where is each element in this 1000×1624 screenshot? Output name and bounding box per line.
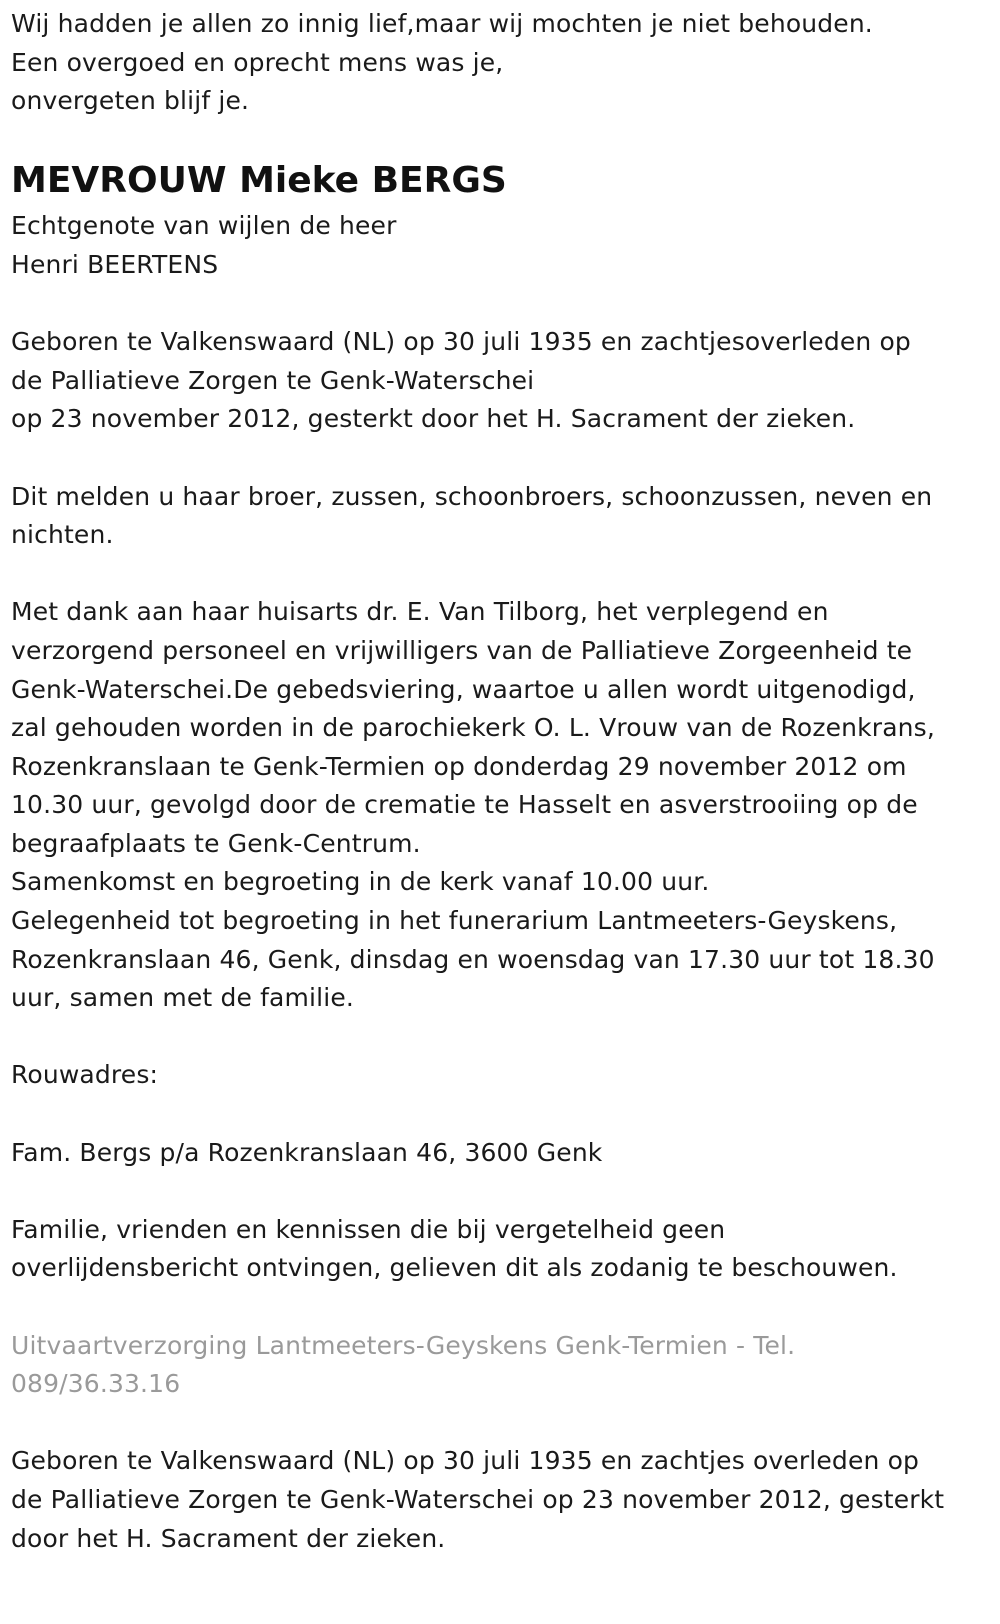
birth-death-paragraph bbox=[11, 323, 996, 439]
family-paragraph bbox=[11, 478, 996, 555]
paragraph-line: Rozenkranslaan 46, Genk, dinsdag en woensdag van 17.30 uur tot 18.30 bbox=[11, 944, 935, 974]
paragraph-line: op 23 november 2012, gesterkt door het H. Sacrament der zieken. bbox=[11, 404, 856, 434]
spacer bbox=[11, 285, 996, 324]
paragraph-line: Dit melden u haar broer, zussen, schoonbroers, schoonzussen, neven en bbox=[11, 481, 933, 511]
spacer bbox=[11, 1404, 996, 1443]
verse-line: Wij hadden je allen zo innig lief,maar wij mochten je niet behouden. bbox=[11, 9, 873, 38]
spouse-line: Henri BEERTENS bbox=[11, 249, 219, 279]
obituary-document bbox=[11, 5, 996, 1558]
paragraph-line: overlijdensbericht ontvingen, gelieven dit als zodanig te beschouwen. bbox=[11, 1253, 898, 1283]
paragraph-line: Rozenkranslaan te Genk-Termien op donderdag 29 november 2012 om bbox=[11, 751, 907, 781]
paragraph-line: Gelegenheid tot begroeting in het funerarium Lantmeeters-Geyskens, bbox=[11, 906, 898, 936]
spacer bbox=[11, 1095, 996, 1134]
paragraph-line: de Palliatieve Zorgen te Genk-Waterschei op 23 november 2012, gesterkt bbox=[11, 1484, 945, 1514]
paragraph-line: 10.30 uur, gevolgd door de crematie te Hasselt en asverstrooiing op de bbox=[11, 790, 918, 820]
spouse-info bbox=[11, 207, 996, 284]
paragraph-line: de Palliatieve Zorgen te Genk-Waterschei bbox=[11, 365, 535, 395]
spacer bbox=[11, 555, 996, 594]
verse-line: onvergeten blijf je. bbox=[11, 86, 250, 116]
paragraph-line: begraafplaats te Genk-Centrum. bbox=[11, 828, 421, 858]
spacer bbox=[11, 1018, 996, 1057]
paragraph-line: uur, samen met de familie. bbox=[11, 983, 354, 1013]
mourning-address: Fam. Bergs p/a Rozenkranslaan 46, 3600 Genk bbox=[11, 1137, 603, 1167]
verse-line: Een overgoed en oprecht mens was je, bbox=[11, 47, 504, 77]
paragraph-line: Geboren te Valkenswaard (NL) op 30 juli 1935 en zachtjes overleden op bbox=[11, 1446, 920, 1476]
paragraph-line: Met dank aan haar huisarts dr. E. Van Tilborg, het verplegend en bbox=[11, 597, 829, 627]
spacer bbox=[11, 1288, 996, 1327]
paragraph-line: nichten. bbox=[11, 520, 114, 550]
paragraph-line: Familie, vrienden en kennissen die bij vergetelheid geen bbox=[11, 1214, 726, 1244]
paragraph-line: Geboren te Valkenswaard (NL) op 30 juli 1935 en zachtjesoverleden op bbox=[11, 327, 911, 357]
memorial-verse bbox=[11, 5, 996, 121]
notice-paragraph bbox=[11, 1211, 996, 1288]
spouse-line: Echtgenote van wijlen de heer bbox=[11, 211, 397, 241]
paragraph-line: Samenkomst en begroeting in de kerk vanaf 10.00 uur. bbox=[11, 867, 710, 897]
undertaker-info bbox=[11, 1327, 996, 1404]
paragraph-line: verzorgend personeel en vrijwilligers van de Palliatieve Zorgeenheid te bbox=[11, 635, 913, 665]
birth-death-paragraph-repeat bbox=[11, 1442, 996, 1558]
paragraph-line: door het H. Sacrament der zieken. bbox=[11, 1523, 446, 1553]
paragraph-line: Genk-Waterschei.De gebedsviering, waartoe u allen wordt uitgenodigd, bbox=[11, 674, 916, 704]
address-label: Rouwadres: bbox=[11, 1060, 159, 1090]
undertaker-line: Uitvaartverzorging Lantmeeters-Geyskens Genk-Termien - Tel. bbox=[11, 1330, 796, 1360]
deceased-name: MEVROUW Mieke BERGS bbox=[11, 160, 507, 202]
undertaker-phone: 089/36.33.16 bbox=[11, 1369, 181, 1399]
spacer bbox=[11, 439, 996, 478]
thanks-ceremony-paragraph bbox=[11, 593, 996, 1018]
spacer bbox=[11, 1172, 996, 1211]
spacer bbox=[11, 121, 996, 160]
paragraph-line: zal gehouden worden in de parochiekerk O. L. Vrouw van de Rozenkrans, bbox=[11, 713, 935, 743]
